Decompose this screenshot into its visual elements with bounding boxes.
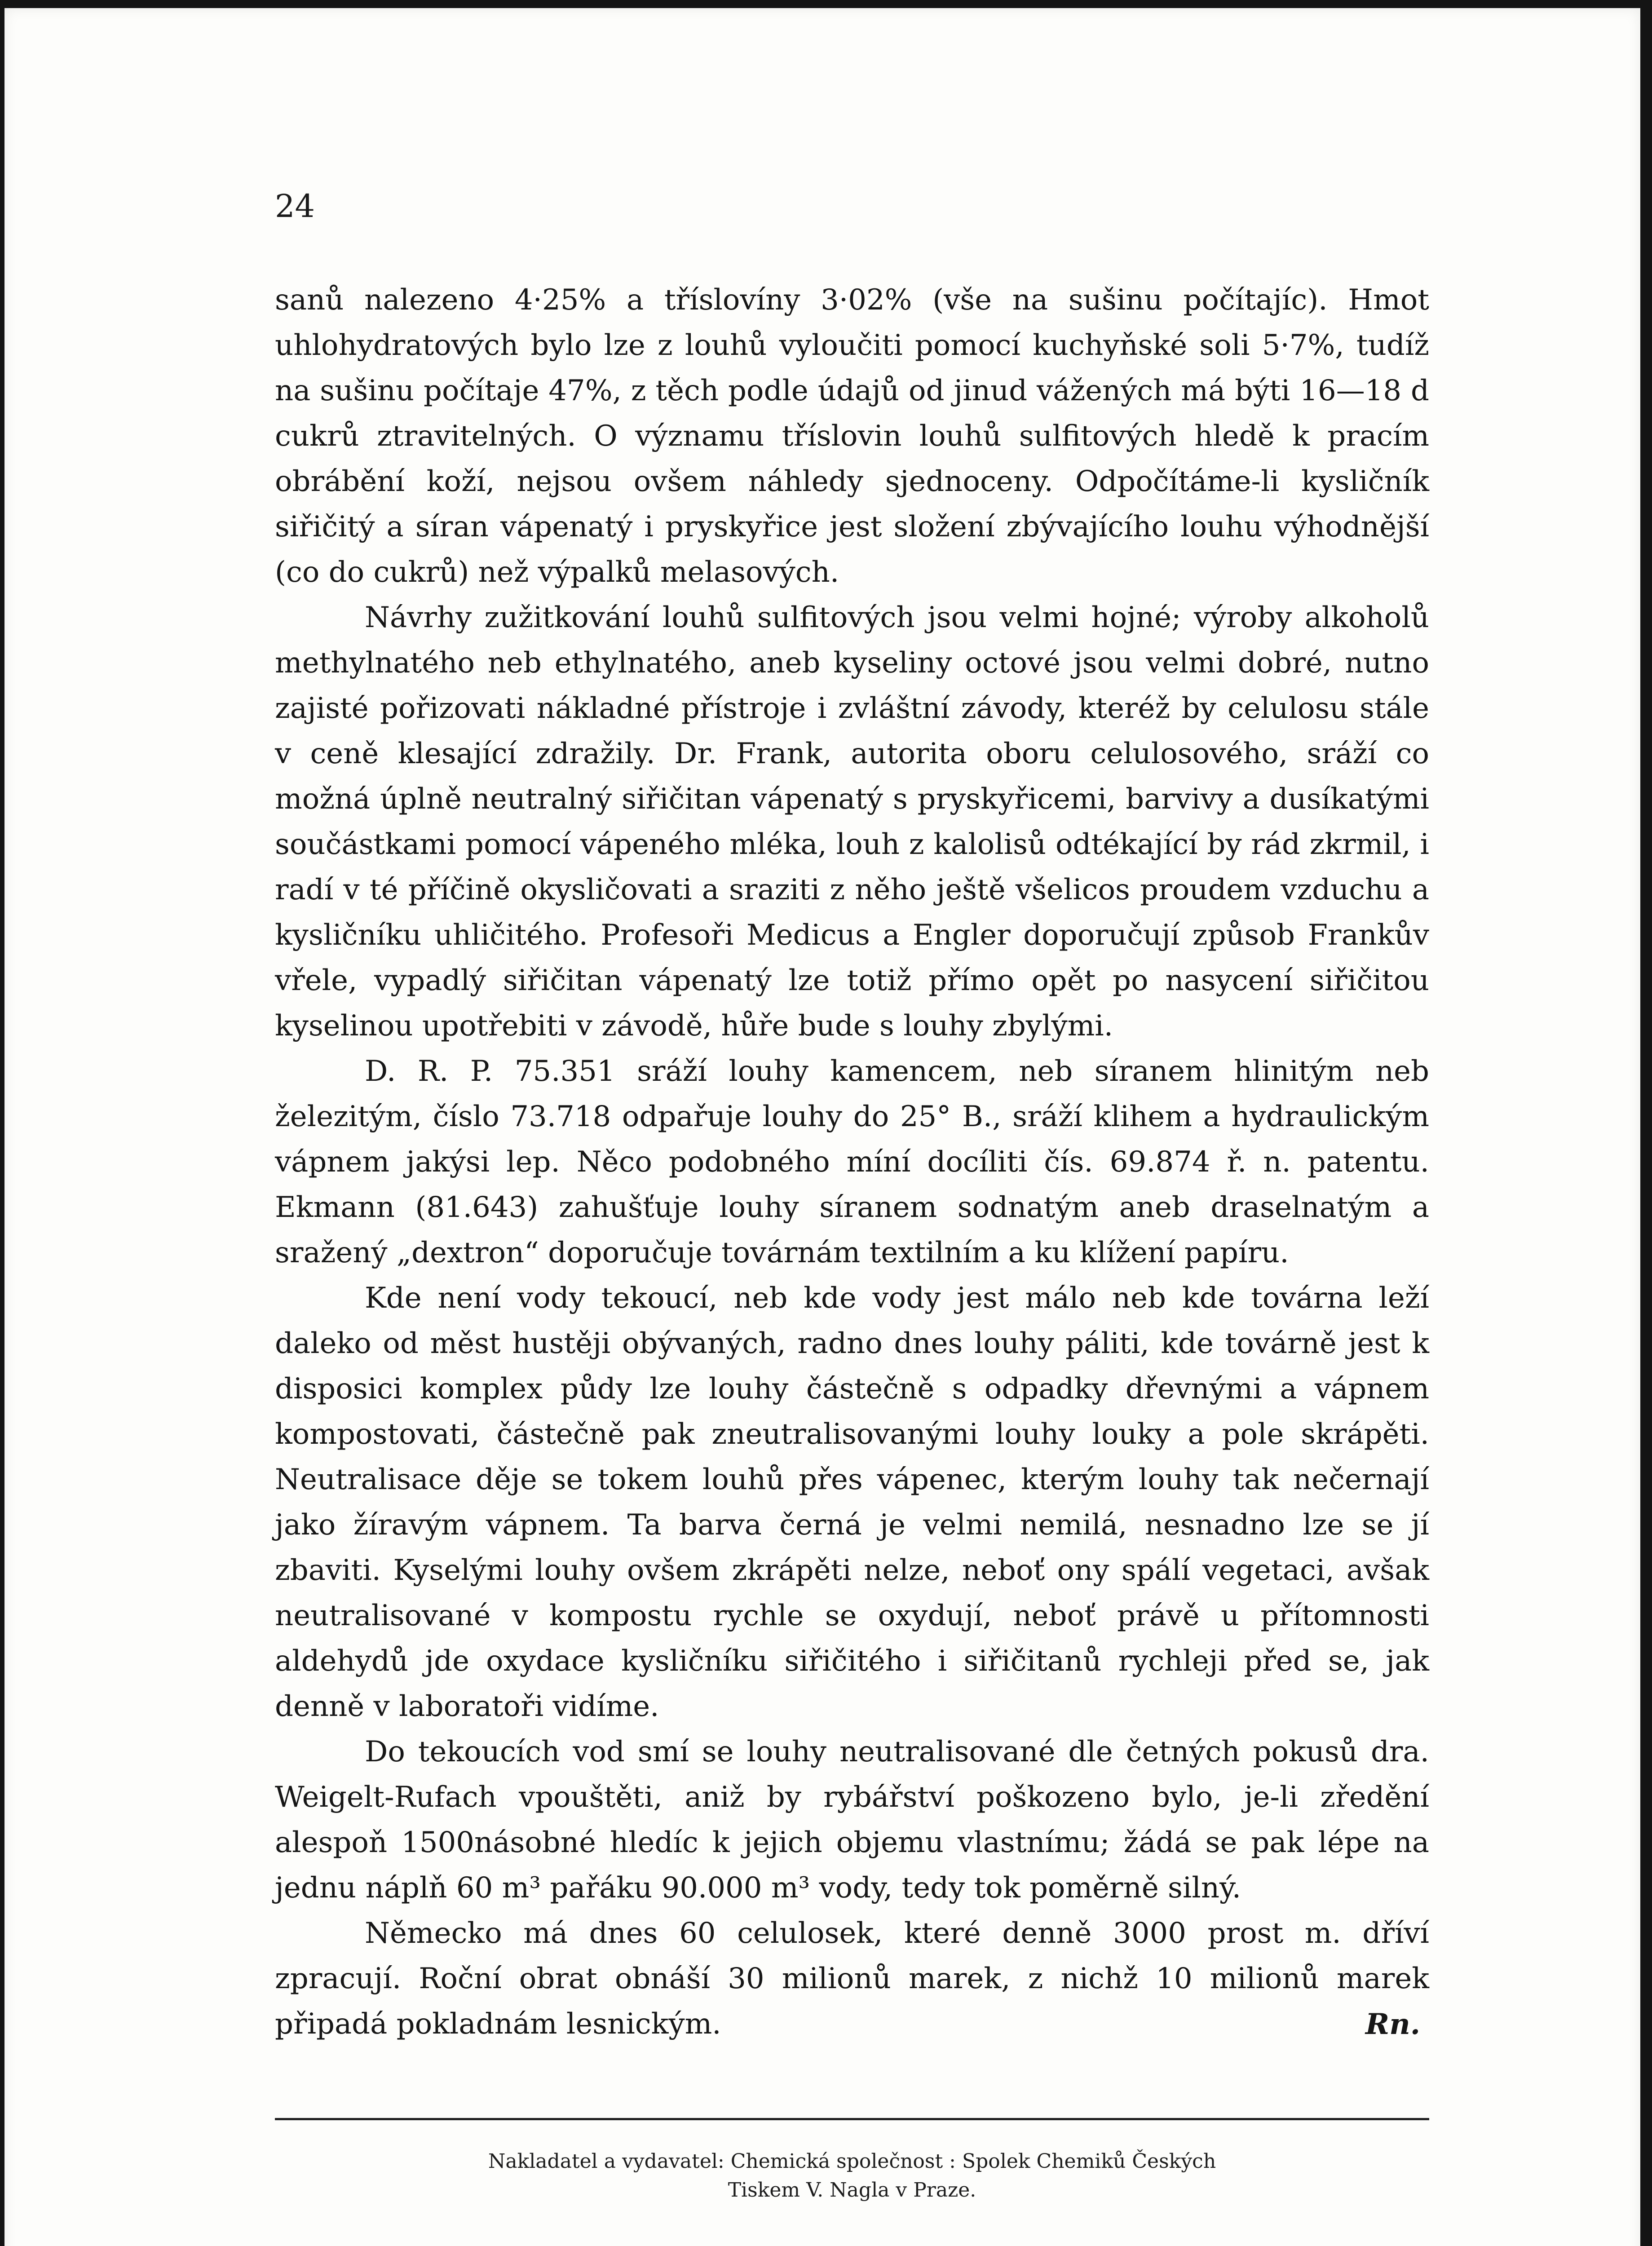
footer-rule	[275, 2118, 1429, 2120]
paragraph-4: Kde není vody tekoucí, neb kde vody jest málo neb kde továrna leží daleko od měst hustěji obývaných, radno dnes louhy páliti, kde továrně jest k disposici komplex půdy lze louhy částečně s odpadky dřevnými a vápnem kompostovati, částečně pak zneutralisovanými louhy louky a pole skrápěti. Neutralisace děje se tokem louhů přes vápenec, kterým louhy tak nečernají jako žíravým vápnem. Ta barva černá je velmi nemilá, nesnadno lze se jí zbaviti. Kyselými louhy ovšem zkrápěti nelze, neboť ony spálí vegetaci, avšak neutralisované v kompostu rychle se oxydují, neboť právě u přítomnosti aldehydů jde oxydace kysličníku siřičitého i siřičitanů rychleji před se, jak denně v laboratoři vidíme.	[275, 1282, 1429, 1723]
author-signature: Rn.	[1365, 2007, 1420, 2041]
imprint-printer: Tiskem V. Nagla v Praze.	[728, 2179, 976, 2202]
imprint-publisher: Nakladatel a vydavatel: Chemická společnost : Spolek Chemiků Českých	[488, 2150, 1216, 2173]
paragraph-1: sanů nalezeno 4·25% a tříslovíny 3·02% (vše na sušinu počítajíc). Hmot uhlohydratových bylo lze z louhů vyloučiti pomocí kuchyňské soli 5·7%, tudíž na sušinu počítaje 47%, z těch podle údajů od jinud vážených má býti 16—18 d cukrů ztravitelných. O významu tříslovin louhů sulfitových hledě k pracím obrábění koží, nejsou ovšem náhledy sjednoceny. Odpočítáme-li kysličník siřičitý a síran vápenatý i pryskyřice jest složení zbývajícího louhu výhodnější (co do cukrů) než výpalků melasových.	[275, 283, 1429, 589]
paragraph-2: Návrhy zužitkování louhů sulfitových jsou velmi hojné; výroby alkoholů methylnatého neb ethylnatého, aneb kyseliny octové jsou velmi dobré, nutno zajisté pořizovati nákladné přístroje i zvláštní závody, kteréž by celulosu stále v ceně klesající zdražily. Dr. Frank, autorita oboru celulosového, sráží co možná úplně neutralný siřičitan vápenatý s pryskyřicemi, barvivy a dusíkatými součástkami pomocí vápeného mléka, louh z kalolisů odtékající by rád zkrmil, i radí v té příčině okysličovati a sraziti z něho ještě všelicos proudem vzduchu a kysličníku uhličitého. Profesoři Medicus a Engler doporučují způsob Frankův vřele, vypadlý siřičitan vápenatý lze totiž přímo opět po nasycení siřičitou kyselinou upotřebiti v závodě, hůře bude s louhy zbylými.	[275, 601, 1429, 1043]
publisher-imprint	[275, 2147, 1429, 2205]
page-number: 24	[275, 188, 315, 225]
paragraph-5: Do tekoucích vod smí se louhy neutralisované dle četných pokusů dra. Weigelt-Rufach vpouštěti, aniž by rybářství poškozeno bylo, je-li zředění alespoň 1500násobné hledíc k jejich objemu vlastnímu; žádá se pak lépe na jednu náplň 60 m³ pařáku 90.000 m³ vody, tedy tok poměrně silný.	[275, 1735, 1429, 1905]
article-body	[275, 278, 1429, 2047]
paragraph-3: D. R. P. 75.351 sráží louhy kamencem, neb síranem hlinitým neb železitým, číslo 73.718 odpařuje louhy do 25° B., sráží klihem a hydraulickým vápnem jakýsi lep. Něco podobného míní docíliti čís. 69.874 ř. n. patentu. Ekmann (81.643) zahušťuje louhy síranem sodnatým aneb draselnatým a sražený „dextron“ doporučuje továrnám textilním a ku klížení papíru.	[275, 1055, 1429, 1269]
paragraph-6: Německo má dnes 60 celulosek, které denně 3000 prost m. dříví zpracují. Roční obrat obnáší 30 milionů marek, z nichž 10 milionů marek připadá pokladnám lesnickým.	[275, 1917, 1429, 2041]
